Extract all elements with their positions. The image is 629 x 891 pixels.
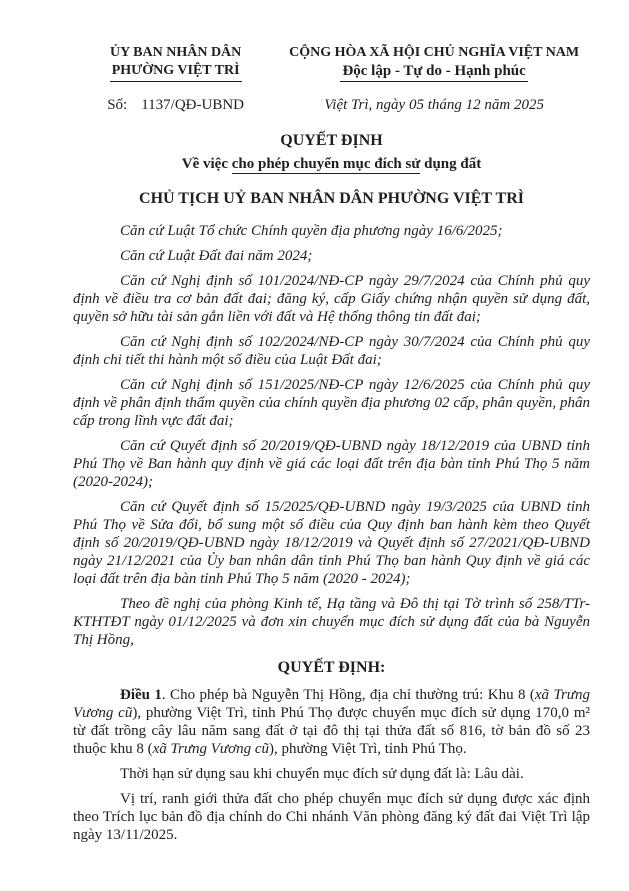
preamble-paragraph: Căn cứ Quyết định số 20/2019/QĐ-UBND ngày 18/12/2019 của UBND tỉnh Phú Thọ về Ban hành quy định về giá các loại đất trên địa bàn tỉnh Phú Thọ 5 năm (2020-2024); [73,438,590,490]
subject-prefix: Về việc [181,156,232,172]
preamble-paragraph: Căn cứ Nghị định số 101/2024/NĐ-CP ngày 29/7/2024 của Chính phủ quy định về điều tra cơ bản đất đai; đăng ký, cấp Giấy chứng nhận quyền sử dụng đất, quyền sở hữu tài sản gắn liền với đất và Hệ thống thông tin đất đai; [73,273,590,325]
preamble-paragraph: Theo đề nghị của phòng Kinh tế, Hạ tầng và Đô thị tại Tờ trình số 258/TTr-KTHTĐT ngày 01/12/2025 và đơn xin chuyển mục đích sử dụng đất của bà Nguyễn Thị Hồng, [73,596,590,648]
location-paragraph: Vị trí, ranh giới thửa đất cho phép chuyển mục đích sử dụng được xác định theo Trích lục bản đồ địa chính do Chi nhánh Văn phòng đăng ký đất đai Việt Trì lập ngày 13/11/2025. [73,791,590,843]
article-text-seg2: ), phường Việt Trì, tỉnh Phú Thọ được chuyển mục đích sử dụng 170,0 m² từ đất trồng cây lâu năm sang đất ở tại đô thị tại thửa đất số 816, tờ bản đồ số 23 thuộc khu 8 ( [73,705,591,757]
subject-suffix: dụng đất [420,156,482,172]
issuing-org-block [73,44,278,82]
place-date: Việt Trì, ngày 05 tháng 12 năm 2025 [324,97,544,113]
national-motto-line1: CỘNG HÒA XÃ HỘI CHỦ NGHĨA VIỆT NAM [289,45,580,60]
org-name-line1: ỦY BAN NHÂN DÂN [109,45,242,60]
doc-number-label: Số: [107,97,128,113]
doc-subject [73,154,590,174]
preamble-paragraph: Căn cứ Nghị định số 102/2024/NĐ-CP ngày 30/7/2024 của Chính phủ quy định chi tiết thi hành một số điều của Luật Đất đai; [73,334,590,368]
doc-title: QUYẾT ĐỊNH [280,132,383,149]
document-header [73,44,590,82]
preamble-paragraph: Căn cứ Quyết định số 15/2025/QĐ-UBND ngày 19/3/2025 của UBND tỉnh Phú Thọ về Sửa đổi, bổ sung một số điều của Quy định ban hành kèm theo Quyết định số 20/2019/QĐ-UBND ngày 18/12/2019 và Quyết định số 27/2021/QĐ-UBND ngày 21/12/2021 của Ủy ban nhân dân tỉnh Phú Thọ ban hành Quy định về giá các loại đất trên địa bàn tỉnh Phú Thọ 5 năm (2020 - 2024); [73,499,590,587]
preamble-paragraph: Căn cứ Nghị định số 151/2025/NĐ-CP ngày 12/6/2025 của Chính phủ quy định về phân định thẩm quyền của chính quyền địa phương 02 cấp, phân quyền, phân cấp trong lĩnh vực đất đai; [73,377,590,429]
doc-number-row [73,96,590,114]
org-name-line2: PHƯỜNG VIỆT TRÌ [73,62,278,82]
issuer-title: CHỦ TỊCH UỶ BAN NHÂN DÂN PHƯỜNG VIỆT TRÌ [139,190,524,207]
preamble-section [73,222,590,649]
article-1-paragraph [73,686,590,758]
decision-heading: QUYẾT ĐỊNH: [277,659,386,676]
preamble-paragraph: Căn cứ Luật Đất đai năm 2024; [120,248,313,264]
national-header-block [278,44,590,82]
article-label: Điều 1 [120,687,162,703]
subject-underlined-text: cho phép chuyển mục đích sử [231,156,421,172]
article-text-seg1: . Cho phép bà Nguyễn Thị Hồng, địa chỉ thường trú: Khu 8 ( [161,687,535,703]
doc-number-value: 1137/QĐ-UBND [141,97,245,113]
preamble-paragraph: Căn cứ Luật Tổ chức Chính quyền địa phương ngày 16/6/2025; [120,223,503,239]
duration-paragraph: Thời hạn sử dụng sau khi chuyển mục đích sử dụng đất là: Lâu dài. [120,766,524,782]
national-motto-line2: Độc lập - Tự do - Hạnh phúc [278,62,590,82]
article-italic-seg2: xã Trưng Vương cũ [152,741,270,757]
doc-number [73,96,278,114]
article-text-seg3: ), phường Việt Trì, tỉnh Phú Thọ. [269,741,467,757]
article-italic-seg1: xã Trưng Vương cũ [73,687,590,721]
